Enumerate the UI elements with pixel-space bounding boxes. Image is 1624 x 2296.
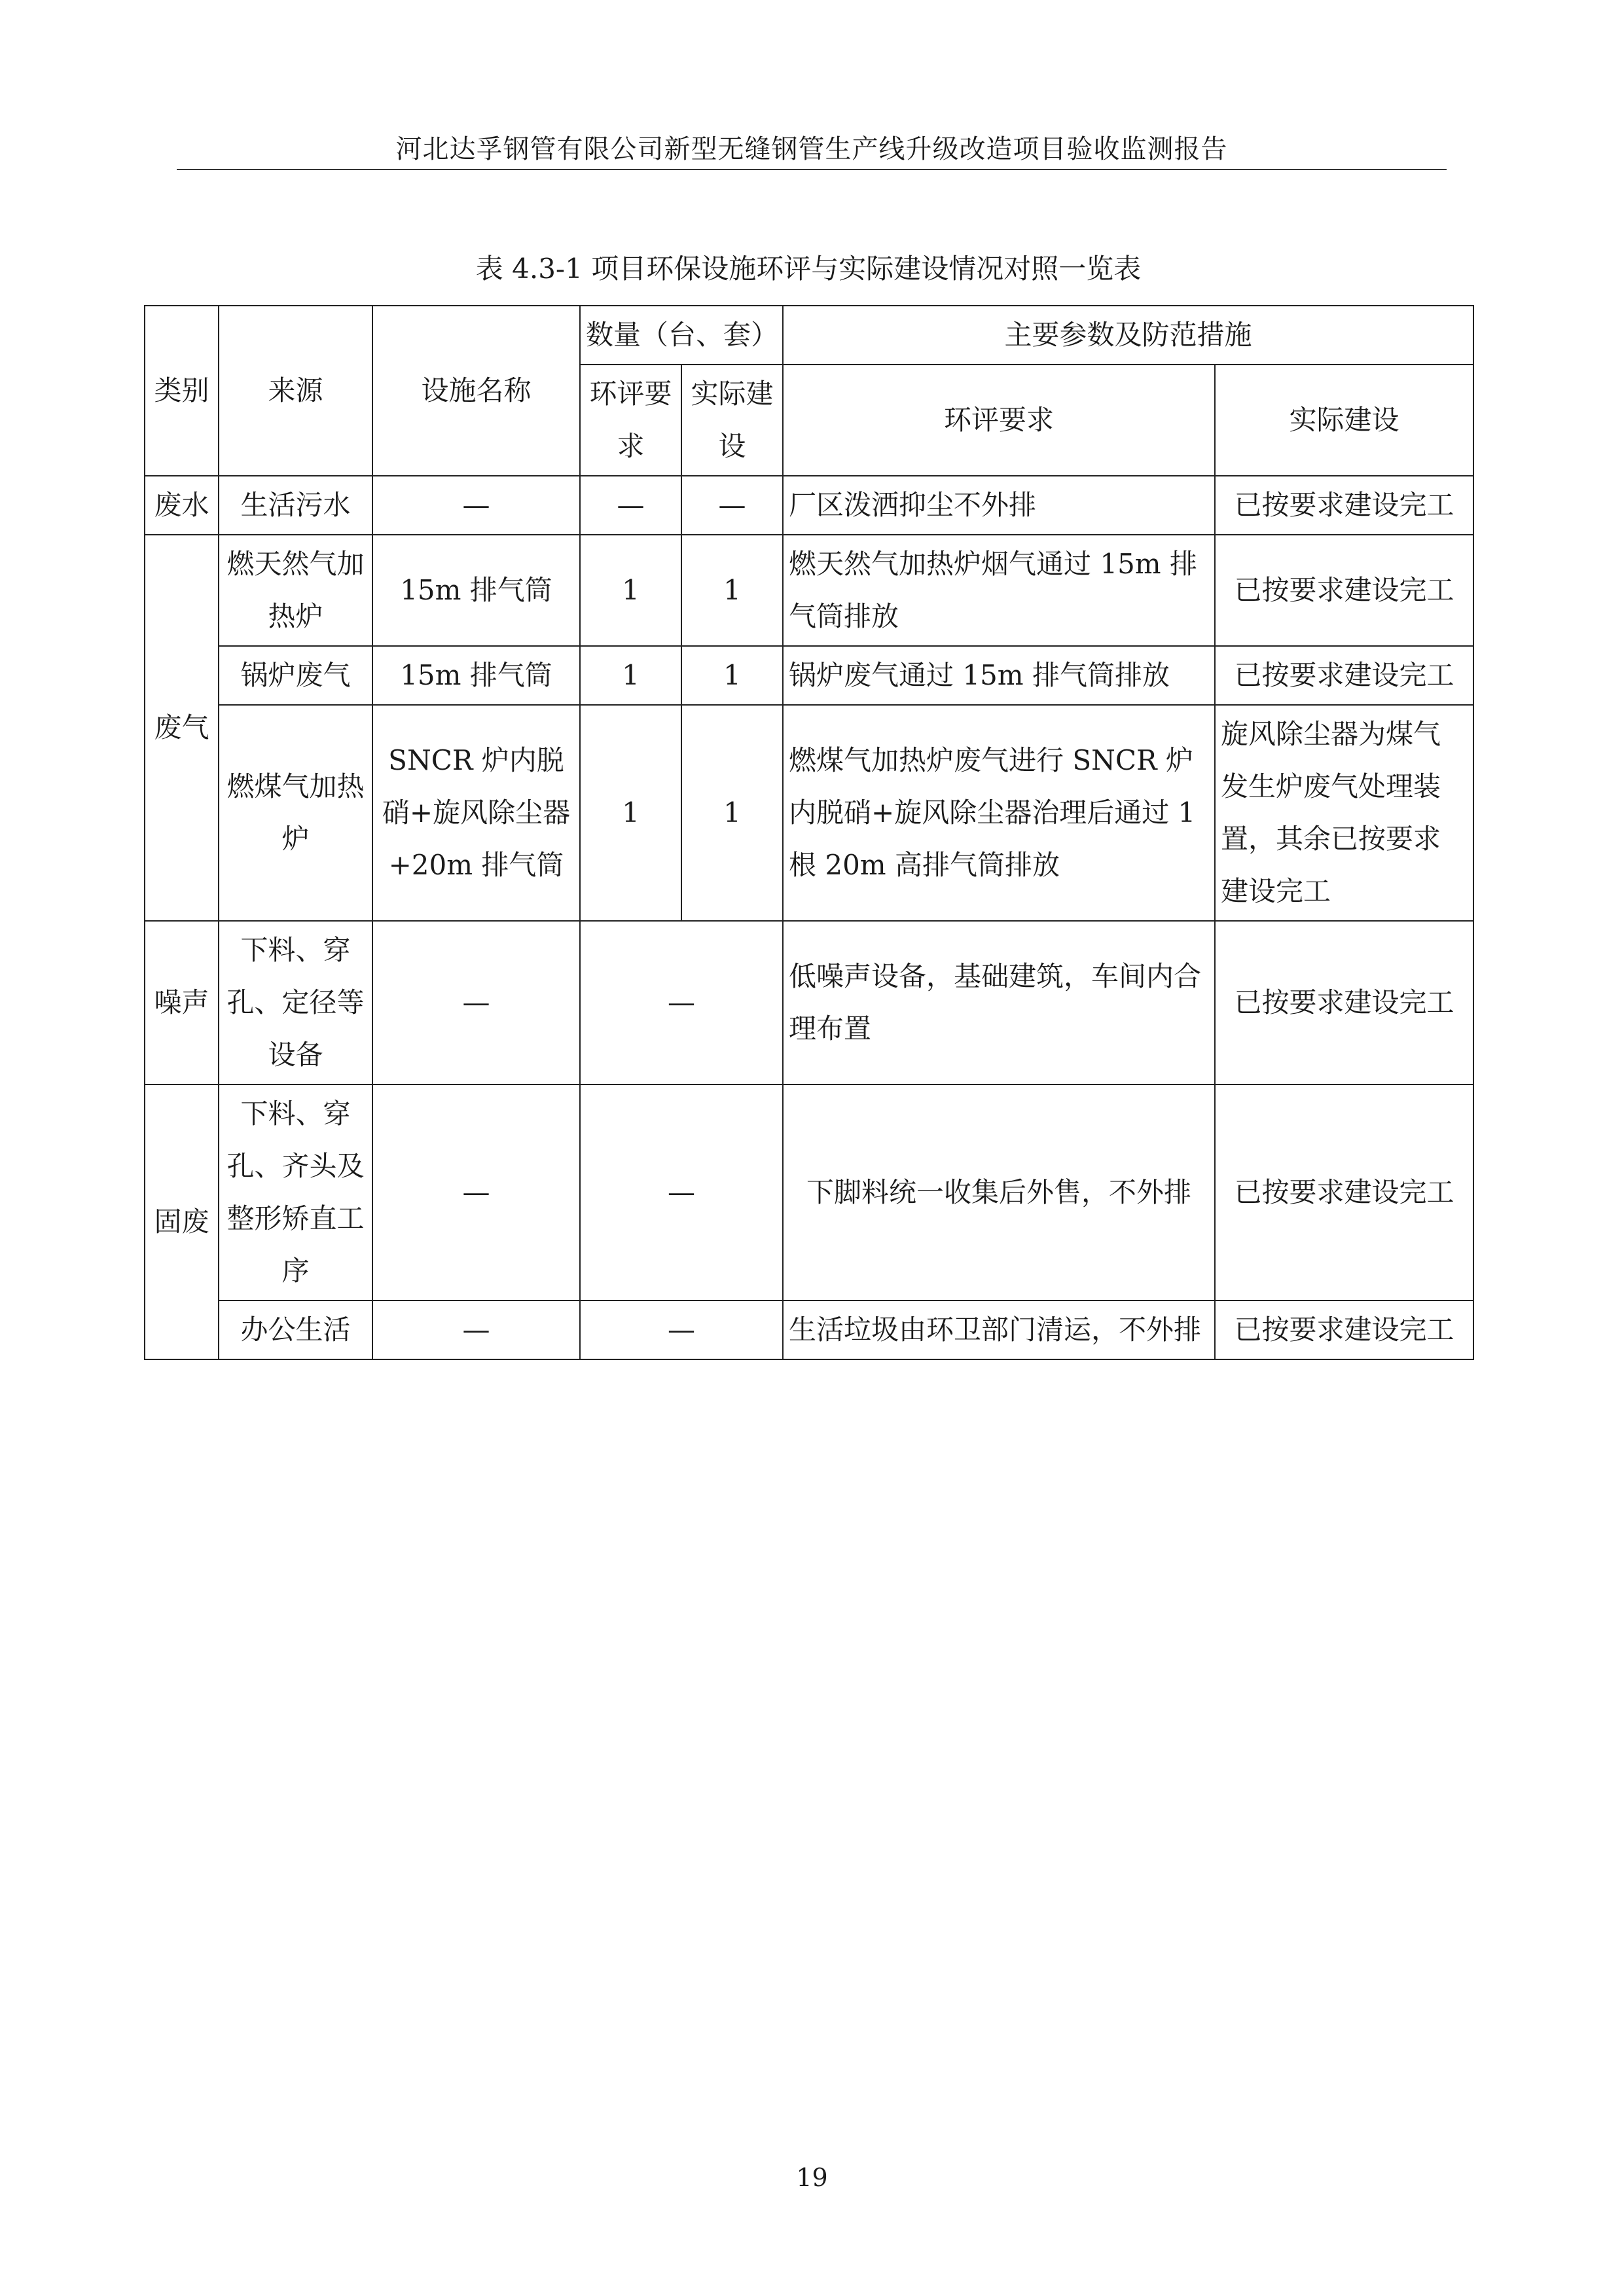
row-facility: SNCR 炉内脱硝+旋风除尘器+20m 排气筒	[372, 705, 580, 921]
table-row	[145, 1300, 1473, 1359]
row-actual-construction: 已按要求建设完工	[1215, 476, 1473, 535]
row-eia-requirement: 生活垃圾由环卫部门清运，不外排	[783, 1300, 1215, 1359]
row-quantity-actual: 1	[681, 535, 783, 646]
row-actual-construction: 已按要求建设完工	[1215, 646, 1473, 705]
row-quantity-actual: 1	[681, 705, 783, 921]
table-caption: 表 4.3-1 项目环保设施环评与实际建设情况对照一览表	[475, 253, 1142, 285]
row-quantity-actual: —	[681, 476, 783, 535]
table-row	[145, 705, 1473, 921]
head-params-eia: 环评要求	[783, 365, 1215, 476]
head-facility: 设施名称	[372, 306, 580, 476]
row-quantity-eia: 1	[580, 646, 681, 705]
head-source: 来源	[219, 306, 372, 476]
row-facility: —	[372, 476, 580, 535]
row-facility: 15m 排气筒	[372, 646, 580, 705]
row-source: 燃煤气加热炉	[219, 705, 372, 921]
row-source: 办公生活	[219, 1300, 372, 1359]
header-row-1	[145, 306, 1473, 365]
row-category: 废水	[145, 476, 219, 535]
row-eia-requirement: 锅炉废气通过 15m 排气筒排放	[783, 646, 1215, 705]
row-category: 废气	[145, 535, 219, 921]
head-quantity-eia: 环评要求	[580, 365, 681, 476]
row-actual-construction: 已按要求建设完工	[1215, 1300, 1473, 1359]
row-source: 燃天然气加热炉	[219, 535, 372, 646]
row-quantity-actual: 1	[681, 646, 783, 705]
row-quantity: —	[580, 1085, 783, 1300]
row-category: 固废	[145, 1085, 219, 1359]
row-eia-requirement: 厂区泼洒抑尘不外排	[783, 476, 1215, 535]
head-quantity-group: 数量（台、套）	[580, 306, 783, 365]
row-source: 下料、穿孔、定径等设备	[219, 921, 372, 1085]
row-facility: —	[372, 921, 580, 1085]
row-quantity: —	[580, 921, 783, 1085]
page-header: 河北达孚钢管有限公司新型无缝钢管生产线升级改造项目验收监测报告	[395, 134, 1228, 164]
head-params-group: 主要参数及防范措施	[783, 306, 1473, 365]
table-row	[145, 646, 1473, 705]
row-quantity-eia: —	[580, 476, 681, 535]
row-quantity: —	[580, 1300, 783, 1359]
table-row	[145, 476, 1473, 535]
row-actual-construction: 已按要求建设完工	[1215, 1085, 1473, 1300]
row-quantity-eia: 1	[580, 705, 681, 921]
row-eia-requirement: 燃煤气加热炉废气进行 SNCR 炉内脱硝+旋风除尘器治理后通过 1 根 20m 高排气筒排放	[783, 705, 1215, 921]
table-row	[145, 535, 1473, 646]
head-category: 类别	[145, 306, 219, 476]
facility-comparison-table	[144, 305, 1474, 1360]
row-eia-requirement: 下脚料统一收集后外售，不外排	[783, 1085, 1215, 1300]
row-facility: —	[372, 1300, 580, 1359]
head-quantity-actual: 实际建设	[681, 365, 783, 476]
row-source: 锅炉废气	[219, 646, 372, 705]
row-eia-requirement: 低噪声设备，基础建筑，车间内合理布置	[783, 921, 1215, 1085]
row-quantity-eia: 1	[580, 535, 681, 646]
header-rule	[177, 169, 1447, 170]
row-facility: —	[372, 1085, 580, 1300]
row-actual-construction: 已按要求建设完工	[1215, 535, 1473, 646]
page-number: 19	[796, 2163, 828, 2192]
head-params-actual: 实际建设	[1215, 365, 1473, 476]
row-category: 噪声	[145, 921, 219, 1085]
row-facility: 15m 排气筒	[372, 535, 580, 646]
table-row	[145, 1085, 1473, 1300]
row-actual-construction: 已按要求建设完工	[1215, 921, 1473, 1085]
row-source: 下料、穿孔、齐头及整形矫直工序	[219, 1085, 372, 1300]
row-eia-requirement: 燃天然气加热炉烟气通过 15m 排气筒排放	[783, 535, 1215, 646]
row-actual-construction: 旋风除尘器为煤气发生炉废气处理装置，其余已按要求建设完工	[1215, 705, 1473, 921]
row-source: 生活污水	[219, 476, 372, 535]
table-row	[145, 921, 1473, 1085]
